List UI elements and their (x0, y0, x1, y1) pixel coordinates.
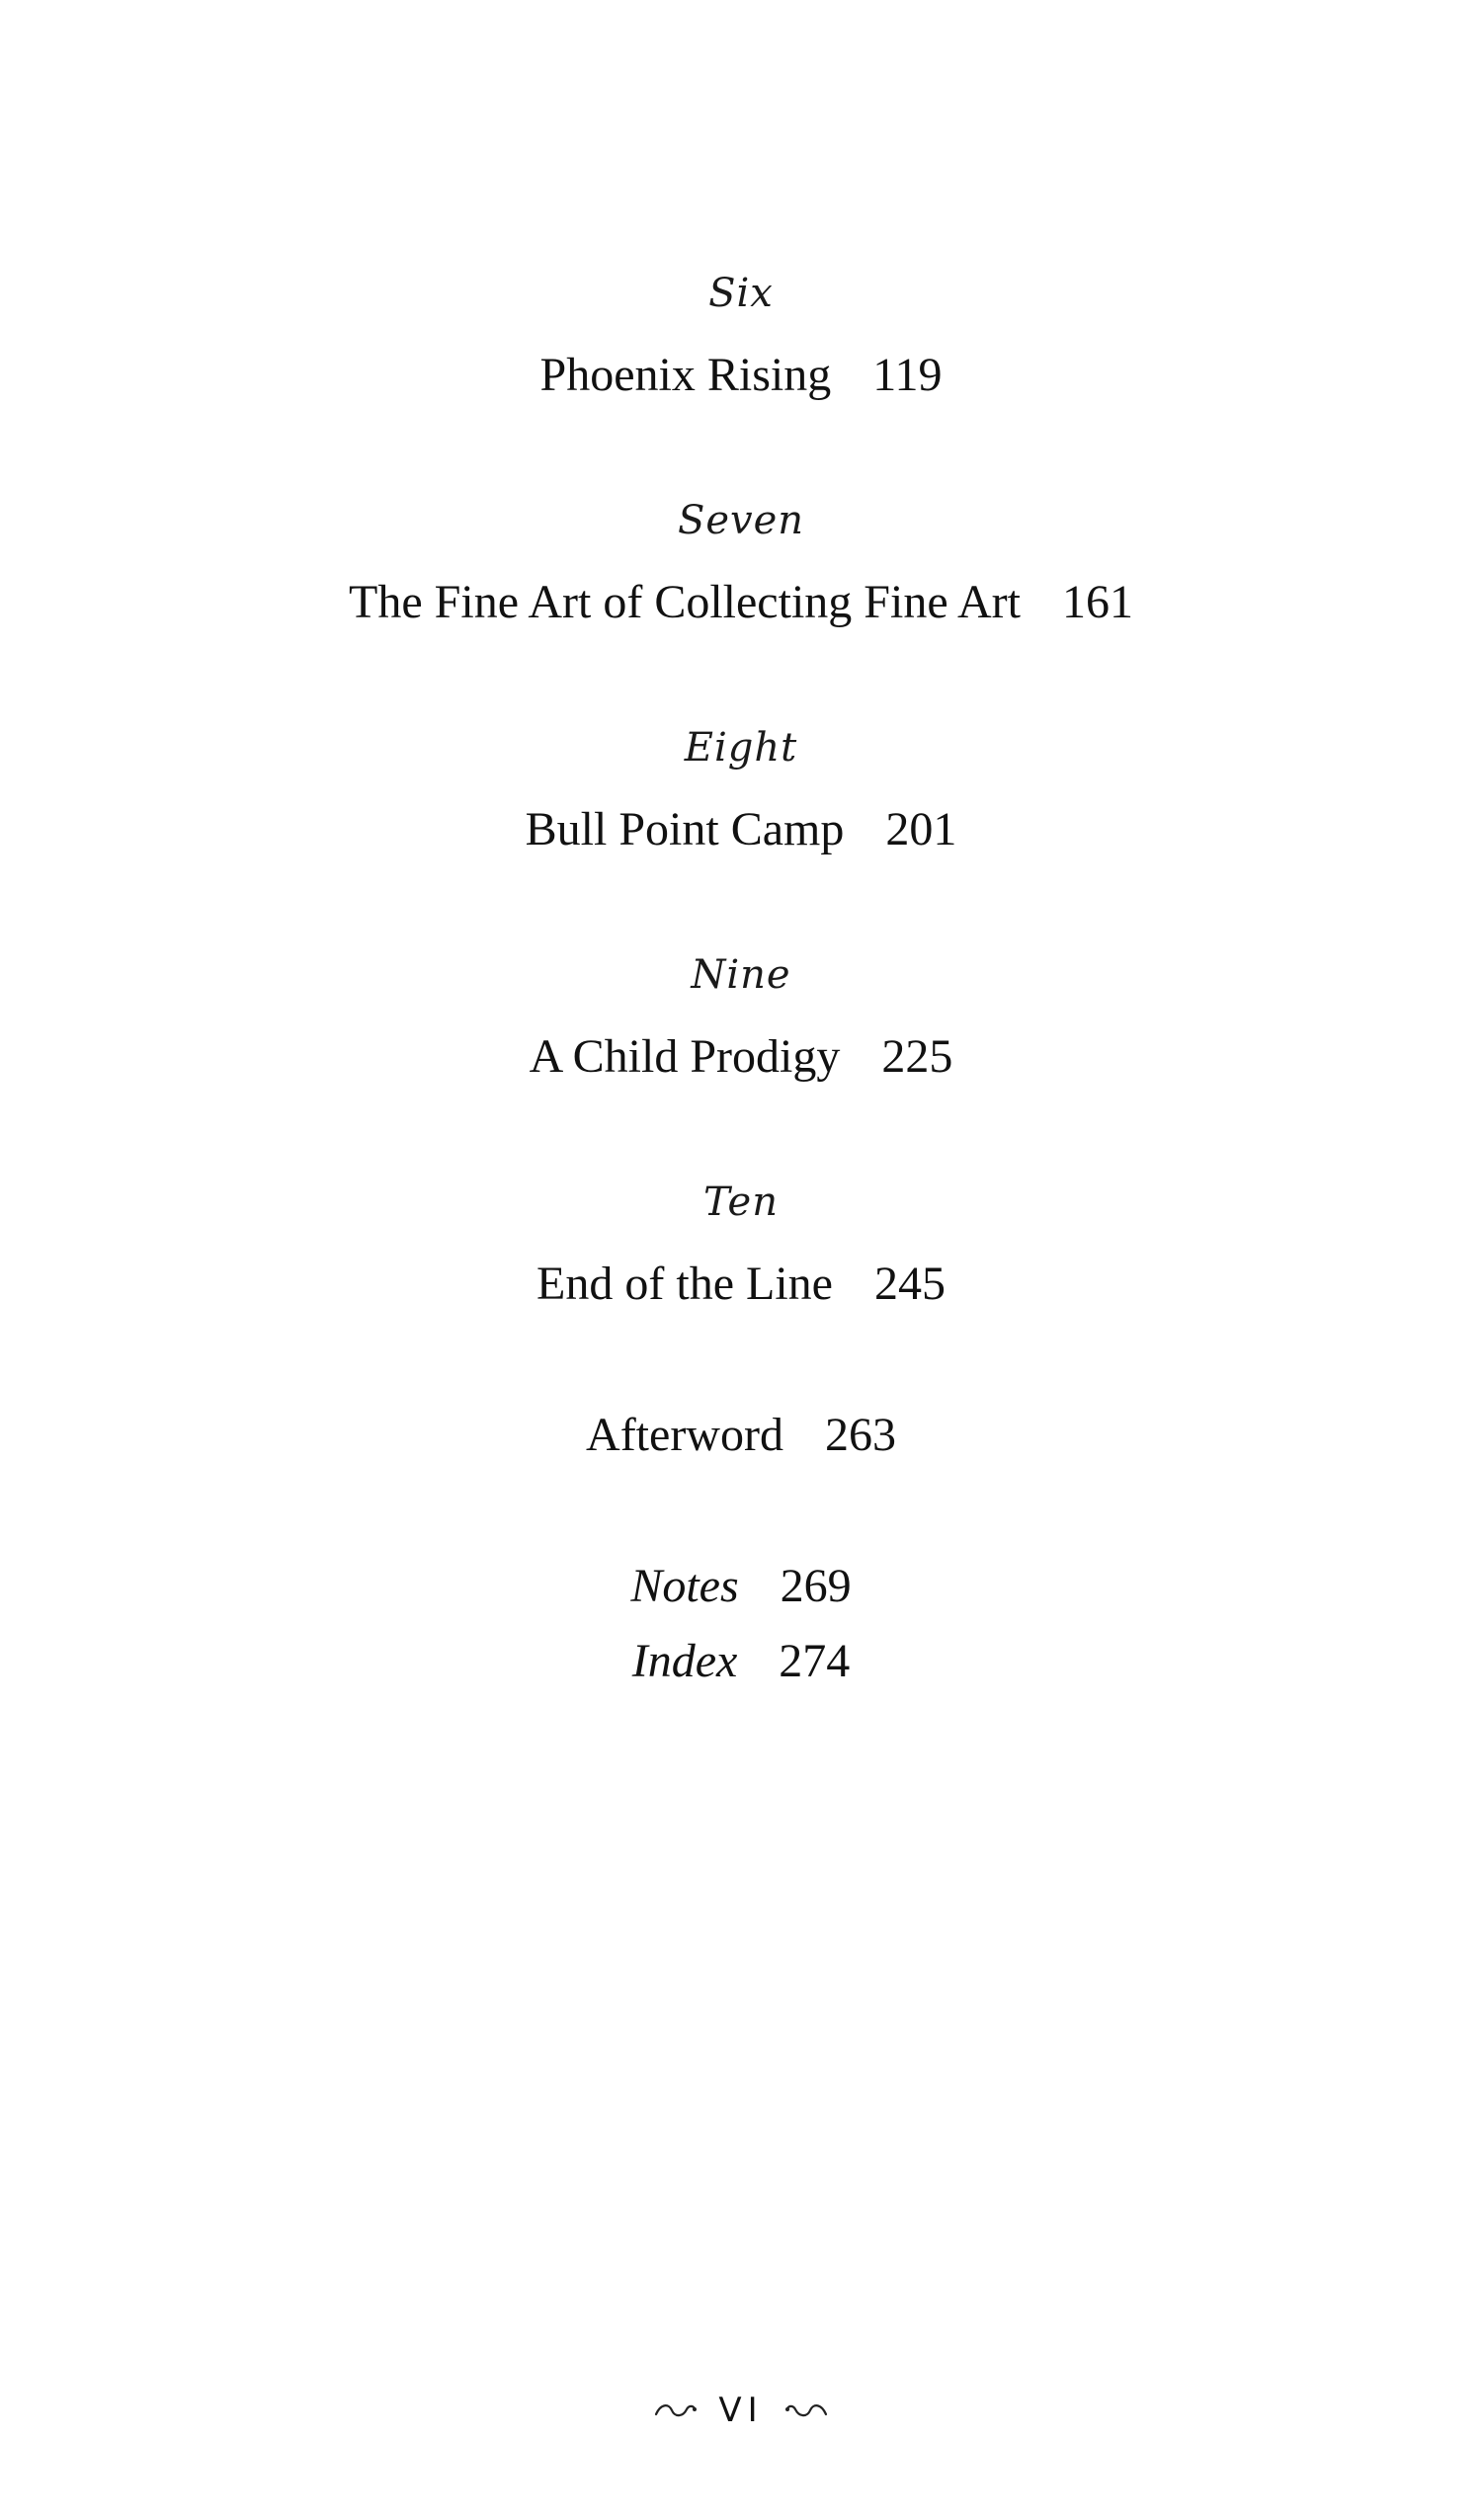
toc-entry-afterword[interactable] (0, 1406, 1482, 1465)
chapter-number: Ten (702, 1179, 779, 1225)
page-number: 119 (872, 349, 943, 401)
toc-entry[interactable] (0, 346, 1482, 405)
toc-entry[interactable] (0, 800, 1482, 859)
page-number: 245 (873, 1258, 946, 1310)
chapter-title: Phoenix Rising (539, 349, 832, 401)
page-number: 225 (881, 1030, 953, 1083)
toc-entry-notes[interactable] (0, 1557, 1482, 1616)
page-number: 274 (779, 1635, 851, 1687)
toc-entry[interactable] (0, 1255, 1482, 1314)
chapter-title: Bull Point Camp (525, 803, 845, 855)
notes-title: Notes (630, 1560, 739, 1612)
page-number: 269 (780, 1560, 852, 1612)
index-title: Index (631, 1635, 738, 1687)
chapter-number: Seven (677, 498, 805, 543)
folio-label: VI (718, 2391, 764, 2430)
page-number: 201 (885, 803, 957, 855)
afterword-title: Afterword (586, 1409, 783, 1461)
chapter-number: Six (708, 271, 774, 316)
chapter-title: The Fine Art of Collecting Fine Art (349, 576, 1021, 628)
toc-entry-index[interactable] (0, 1632, 1482, 1691)
swash-ornament-right-icon (782, 2393, 829, 2432)
toc-entry[interactable] (0, 1027, 1482, 1087)
chapter-number: Eight (684, 725, 798, 771)
page-folio (0, 2391, 1482, 2432)
page-number: 161 (1061, 576, 1133, 628)
page-number: 263 (824, 1409, 896, 1461)
toc-entry[interactable] (0, 573, 1482, 632)
chapter-title: End of the Line (536, 1258, 833, 1310)
swash-ornament-left-icon (653, 2393, 700, 2432)
chapter-title: A Child Prodigy (529, 1030, 841, 1083)
chapter-number: Nine (691, 952, 791, 998)
